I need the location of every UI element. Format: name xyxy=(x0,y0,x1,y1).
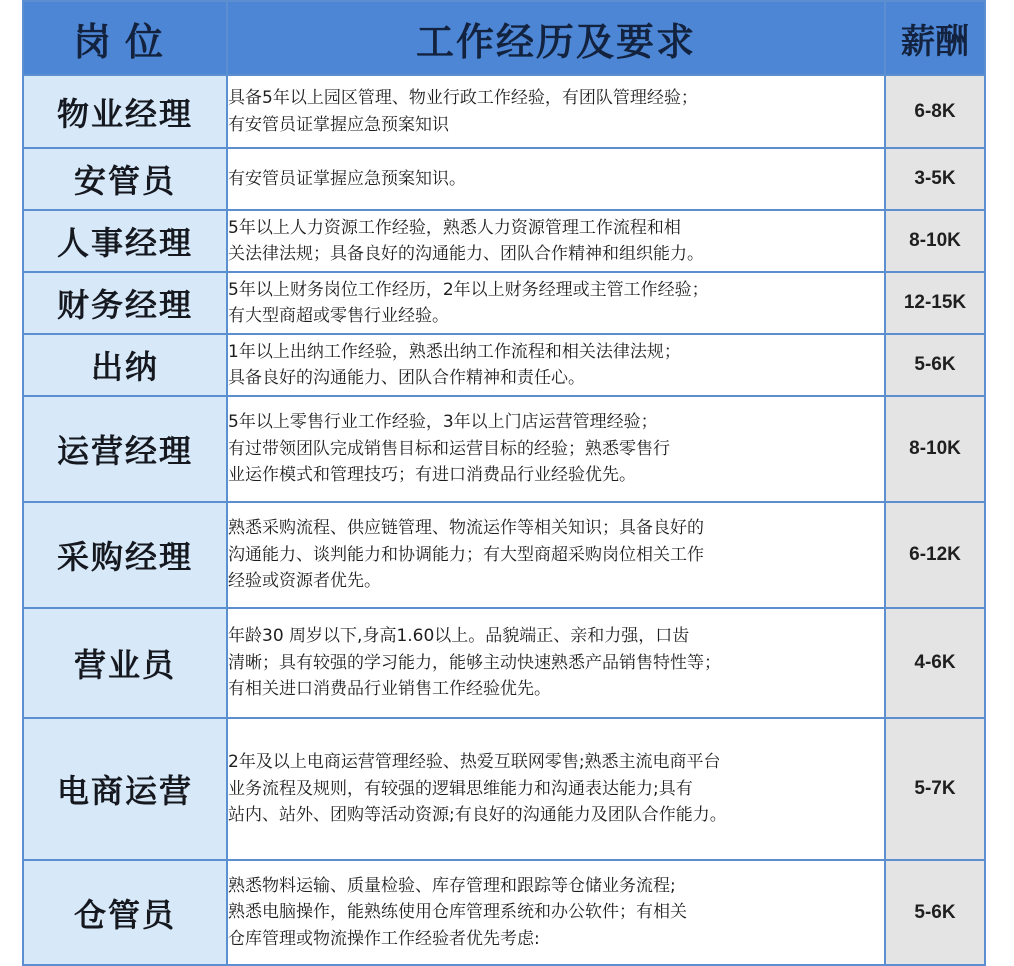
header-row xyxy=(23,1,985,75)
table-row xyxy=(23,396,985,502)
requirements-cell: 熟悉采购流程、供应链管理、物流运作等相关知识；具备良好的 沟通能力、谈判能力和协调能力；有大型商超采购岗位相关工作 经验或资源者优先。 xyxy=(227,502,885,608)
job-table xyxy=(22,0,986,966)
table-row xyxy=(23,210,985,272)
table-row xyxy=(23,608,985,718)
salary-cell: 6-8K xyxy=(885,75,985,148)
position-cell: 电商运营 xyxy=(23,718,227,860)
position-cell: 安管员 xyxy=(23,148,227,210)
salary-cell: 5-6K xyxy=(885,860,985,965)
table-row xyxy=(23,718,985,860)
job-table-sheet xyxy=(22,0,984,962)
salary-cell: 3-5K xyxy=(885,148,985,210)
position-cell: 财务经理 xyxy=(23,272,227,334)
requirements-cell: 2年及以上电商运营管理经验、热爱互联网零售;熟悉主流电商平台 业务流程及规则，有较强的逻辑思维能力和沟通表达能力;具有 站内、站外、团购等活动资源;有良好的沟通能力及团队合作能力。 xyxy=(227,718,885,860)
table-row xyxy=(23,860,985,965)
position-cell: 物业经理 xyxy=(23,75,227,148)
position-cell: 仓管员 xyxy=(23,860,227,965)
requirements-cell: 熟悉物料运输、质量检验、库存管理和跟踪等仓储业务流程; 熟悉电脑操作，能熟练使用仓库管理系统和办公软件；有相关 仓库管理或物流操作工作经验者优先考虑: xyxy=(227,860,885,965)
header-requirements: 工作经历及要求 xyxy=(227,1,885,75)
salary-cell: 8-10K xyxy=(885,396,985,502)
requirements-cell: 具备5年以上园区管理、物业行政工作经验，有团队管理经验； 有安管员证掌握应急预案知识 xyxy=(227,75,885,148)
requirements-cell: 1年以上出纳工作经验，熟悉出纳工作流程和相关法律法规； 具备良好的沟通能力、团队合作精神和责任心。 xyxy=(227,334,885,396)
position-cell: 营业员 xyxy=(23,608,227,718)
header-salary: 薪酬 xyxy=(885,1,985,75)
table-header xyxy=(23,1,985,75)
table-row xyxy=(23,502,985,608)
requirements-cell: 5年以上人力资源工作经验，熟悉人力资源管理工作流程和相 关法律法规；具备良好的沟通能力、团队合作精神和组织能力。 xyxy=(227,210,885,272)
requirements-cell: 5年以上财务岗位工作经历，2年以上财务经理或主管工作经验； 有大型商超或零售行业经验。 xyxy=(227,272,885,334)
salary-cell: 8-10K xyxy=(885,210,985,272)
table-row xyxy=(23,75,985,148)
position-cell: 运营经理 xyxy=(23,396,227,502)
salary-cell: 5-6K xyxy=(885,334,985,396)
header-position: 岗位 xyxy=(23,1,227,75)
requirements-cell: 年龄30 周岁以下,身高1.60以上。品貌端正、亲和力强，口齿 清晰；具有较强的学习能力，能够主动快速熟悉产品销售特性等； 有相关进口消费品行业销售工作经验优先。 xyxy=(227,608,885,718)
salary-cell: 5-7K xyxy=(885,718,985,860)
position-cell: 出纳 xyxy=(23,334,227,396)
table-body xyxy=(23,75,985,965)
position-cell: 人事经理 xyxy=(23,210,227,272)
salary-cell: 12-15K xyxy=(885,272,985,334)
salary-cell: 6-12K xyxy=(885,502,985,608)
requirements-cell: 5年以上零售行业工作经验，3年以上门店运营管理经验； 有过带领团队完成销售目标和运营目标的经验；熟悉零售行 业运作模式和管理技巧；有进口消费品行业经验优先。 xyxy=(227,396,885,502)
table-row xyxy=(23,334,985,396)
requirements-cell: 有安管员证掌握应急预案知识。 xyxy=(227,148,885,210)
salary-cell: 4-6K xyxy=(885,608,985,718)
table-row xyxy=(23,148,985,210)
position-cell: 采购经理 xyxy=(23,502,227,608)
table-row xyxy=(23,272,985,334)
